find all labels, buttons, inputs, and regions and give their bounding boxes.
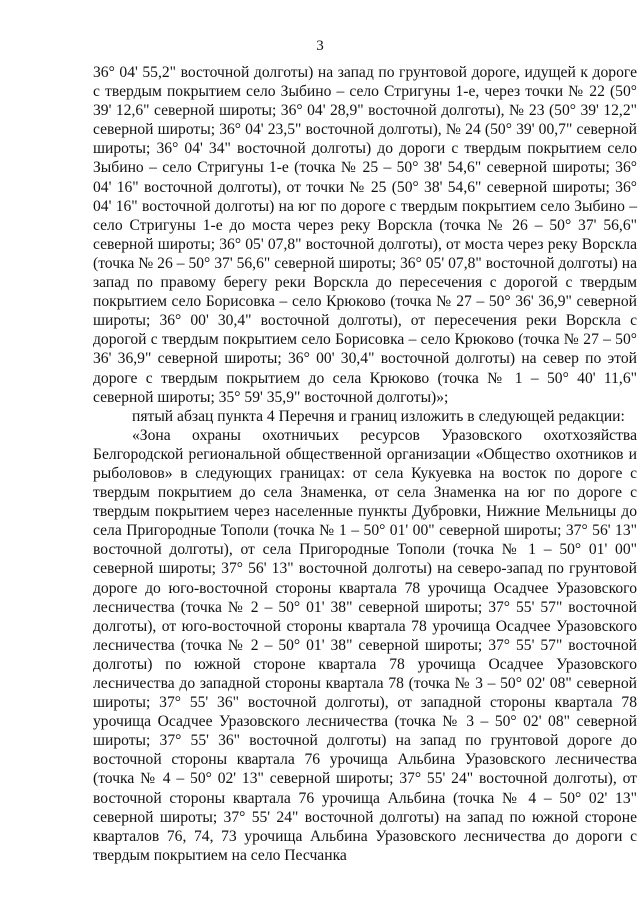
document-body [93, 63, 637, 865]
paragraph-uraz-zone-boundaries: «Зона охраны охотничьих ресурсов Уразовского охотхозяйства Белгородской региональной общественной организации «Общество охотников и рыболовов» в следующих границах: от села Кукуевка на восток по дороге с твердым покрытием до села Знаменка, от села Знаменка на юг по дороге с твердым покрытием через населенные пункты Дубровки, Нижние Мельницы до села Пригородные Тополи (точка № 1 – 50° 01' 00" северной широты; 37° 56' 13" восточной долготы), от села Пригородные Тополи (точка № 1 – 50° 01' 00" северной широты; 37° 56' 13" восточной долготы) на северо-запад по грунтовой дороге до юго-восточной стороны квартала 78 урочища Осадчее Уразовского лесничества (точка № 2 – 50° 01' 38" северной широты; 37° 55' 57" восточной долготы), от юго-восточной стороны квартала 78 урочища Осадчее Уразовского лесничества (точка № 2 – 50° 01' 38" северной широты; 37° 55' 57" восточной долготы) по южной стороне квартала 78 урочища Осадчее Уразовского лесничества до западной стороны квартала 78 (точка № 3 – 50° 02' 08" северной широты; 37° 55' 36" восточной долготы), от западной стороны квартала 78 урочища Осадчее Уразовского лесничества (точка № 3 – 50° 02' 08" северной широты; 37° 55' 36" восточной долготы) на запад по грунтовой дороге до восточной стороны квартала 76 урочища Альбина Уразовского лесничества (точка № 4 – 50° 02' 13" северной широты; 37° 55' 24" восточной долготы), от восточной стороны квартала 76 урочища Альбина (точка № 4 – 50° 02' 13" северной широты; 37° 55' 24" восточной долготы) на запад по южной стороне кварталов 76, 74, 73 урочища Альбина Уразовского лесничества до дороги с твердым покрытием на село Песчанка [93, 426, 637, 864]
page-number: 3 [316, 38, 324, 54]
paragraph-amendment-instruction: пятый абзац пункта 4 Перечня и границ изложить в следующей редакции: [132, 407, 625, 425]
paragraph-boundary-continuation: 36° 04' 55,2" восточной долготы) на запад по грунтовой дороге, идущей к дороге с твердым покрытием село Зыбино – село Стригуны 1-е, через точки № 22 (50° 39' 12,6" северной широты; 36° 04' 28,9" восточной долготы), № 23 (50° 39' 12,2" северной широты; 36° 04' 23,5" восточной долготы), № 24 (50° 39' 00,7" северной широты; 36° 04' 34" восточной долготы) до дороги с твердым покрытием село Зыбино – село Стригуны 1-е (точка № 25 – 50° 38' 54,6" северной широты; 36° 04' 16" восточной долготы), от точки № 25 (50° 38' 54,6" северной широты; 36° 04' 16" восточной долготы) на юг по дороге с твердым покрытием село Зыбино – село Стригуны 1-е до моста через реку Ворскла (точка № 26 – 50° 37' 56,6" северной широты; 36° 05' 07,8" восточной долготы), от моста через реку Ворскла (точка № 26 – 50° 37' 56,6" северной широты; 36° 05' 07,8" восточной долготы) на запад по правому берегу реки Ворскла до пересечения с дорогой с твердым покрытием село Борисовка – село Крюково (точка № 27 – 50° 36' 36,9" северной широты; 36° 00' 30,4" восточной долготы), от пересечения реки Ворскла с дорогой с твердым покрытием село Борисовка – село Крюково (точка № 27 – 50° 36' 36,9" северной широты; 36° 00' 30,4" восточной долготы) на север по этой дороге с твердым покрытием до села Крюково (точка № 1 – 50° 40' 11,6" северной широты; 35° 59' 35,9" восточной долготы)»; [93, 64, 637, 406]
